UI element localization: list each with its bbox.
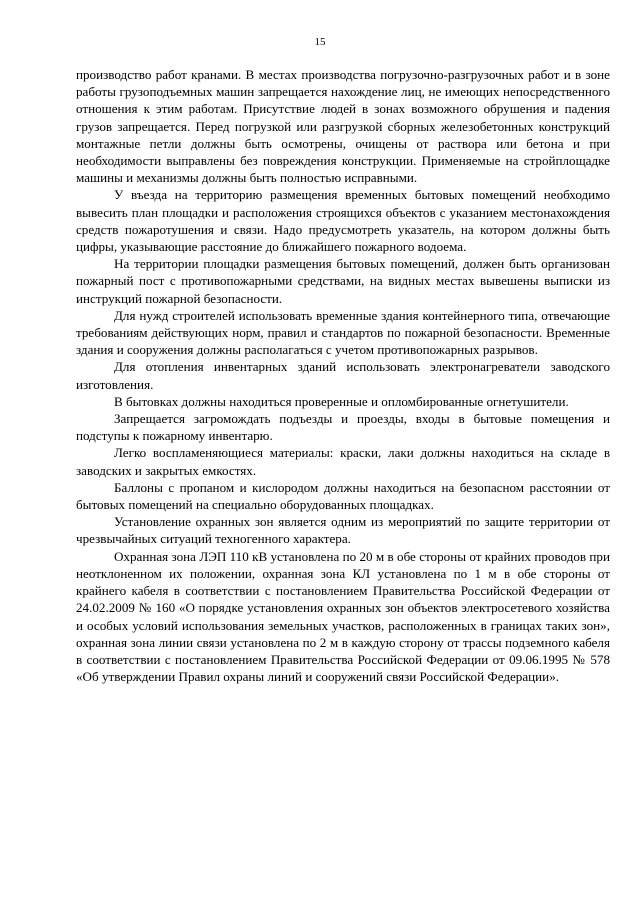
paragraph: Легко воспламеняющиеся материалы: краски, лаки должны находиться на складе в заводских и закрытых емкостях. bbox=[76, 445, 610, 478]
paragraph: Для отопления инвентарных зданий использовать электронагреватели заводского изготовления. bbox=[76, 359, 610, 392]
paragraph: У въезда на территорию размещения временных бытовых помещений необходимо вывесить план площадки и расположения строящихся объектов с указанием местонахождения средств пожаротушения и связи. Надо предусмотреть указатель, на котором должны быть цифры, указывающие расстояние до ближайшего пожарного водоема. bbox=[76, 187, 610, 255]
paragraph: В бытовках должны находиться проверенные и опломбированные огнетушители. bbox=[114, 393, 569, 409]
paragraph-continuation: производство работ кранами. В местах производства погрузочно-разгрузочных работ и в зоне работы грузоподъемных машин запрещается нахождение лиц, не имеющих непосредственного отношения к этим работам. Присутствие людей в зонах возможного обрушения и падения грузов запрещается. Перед погрузкой или разгрузкой сборных железобетонных конструкций монтажные петли должны быть осмотрены, очищены от раствора или бетона и при необходимости выправлены без повреждения конструкции. Применяемые на стройплощадке машины и механизмы должны быть полностью исправными. bbox=[76, 67, 610, 186]
paragraph: Для нужд строителей использовать временные здания контейнерного типа, отвечающие требованиям действующих норм, правил и стандартов по пожарной безопасности. Временные здания и сооружения должны располагаться с учетом противопожарных разрывов. bbox=[76, 307, 610, 358]
paragraph: Охранная зона ЛЭП 110 кВ установлена по 20 м в обе стороны от крайних проводов при неотклоненном их положении, охранная зона КЛ установлена по 1 м в обе стороны от крайнего кабеля в соответствии с постановлением Правительства Российской Федерации от 24.02.2009 № 160 «О порядке установления охранных зон объектов электросетевого хозяйства и особых условий использования земельных участков, расположенных в границах таких зон», охранная зона линии связи установлена по 2 м в каждую сторону от трассы подземного кабеля в соответствии с постановлением Правительства Российской Федерации от 09.06.1995 № 578 «Об утверждении Правил охраны линий и сооружений связи Российской Федерации». bbox=[76, 548, 610, 685]
paragraph: Запрещается загромождать подъезды и проезды, входы в бытовые помещения и подступы к пожарному инвентарю. bbox=[76, 411, 610, 444]
paragraph: Установление охранных зон является одним из мероприятий по защите территории от чрезвычайных ситуаций техногенного характера. bbox=[76, 514, 610, 547]
page-number: 15 bbox=[314, 36, 326, 48]
paragraph: На территории площадки размещения бытовых помещений, должен быть организован пожарный пост с противопожарными средствами, на видных местах вывешены выписки из инструкций пожарной безопасности. bbox=[76, 256, 610, 306]
document-body bbox=[76, 66, 610, 685]
paragraph: Баллоны с пропаном и кислородом должны находиться на безопасном расстоянии от бытовых помещений на специально оборудованных площадках. bbox=[76, 479, 610, 513]
